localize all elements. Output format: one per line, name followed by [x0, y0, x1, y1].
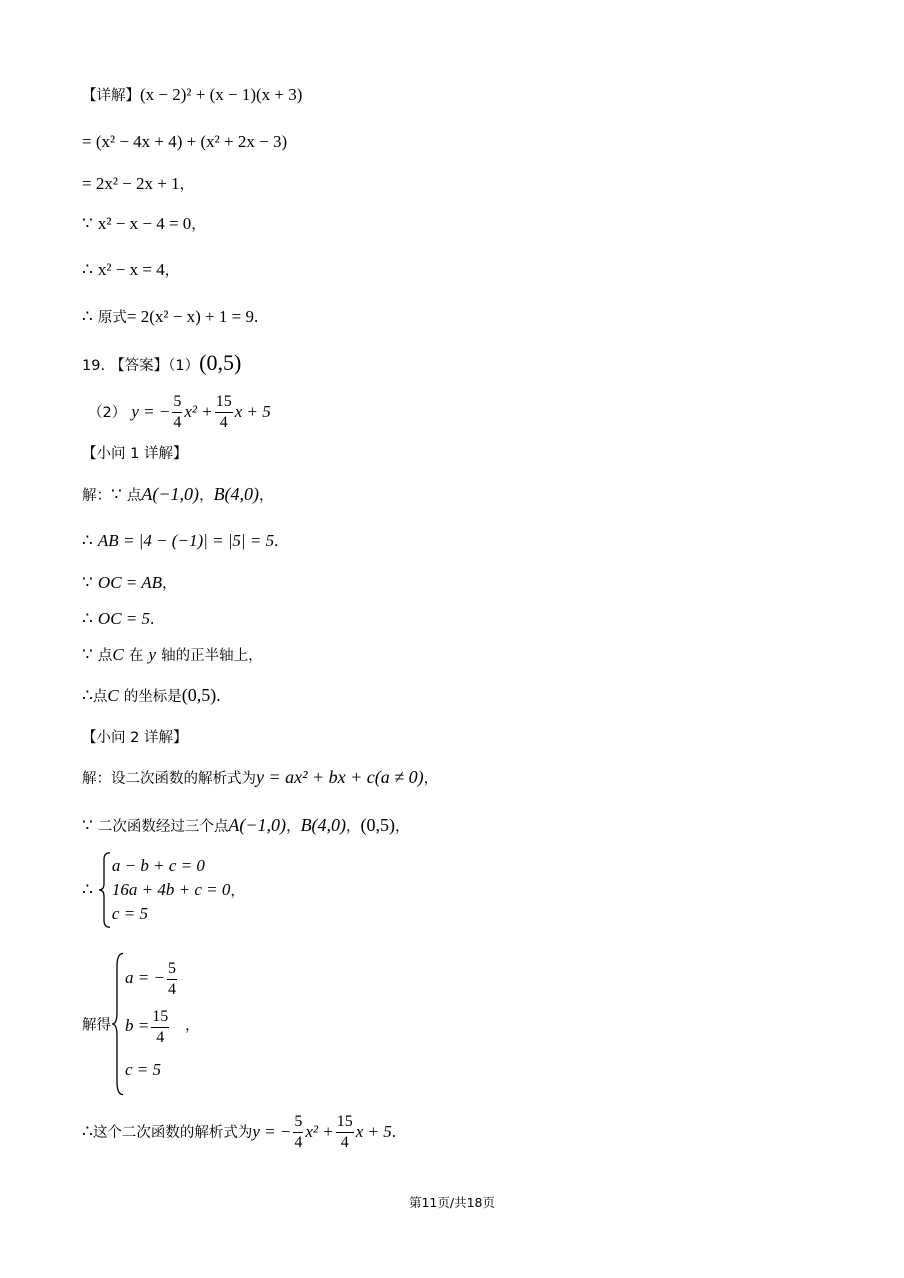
c-axis-line: ∵ 点C 在 y 轴的正半轴上，	[82, 645, 263, 664]
expand-line	[82, 131, 287, 153]
detail-label: 【详解】	[82, 88, 140, 104]
point-b: B(4,0)	[213, 484, 260, 504]
simplified-line: = 2x² − 2x + 1，	[82, 174, 195, 193]
sub2-heading: 【小问 2 详解】	[82, 730, 188, 746]
expr-simplified: = 2x² − 2x + 1	[82, 174, 180, 193]
fraction: $\frac{15}{4}$	[215, 393, 232, 431]
derived-equation: x² − x = 4	[97, 260, 165, 279]
system-2-line: 解得 a = − $\frac{5}{4}$ b = $\frac{15}{4}$ c = 5 ，	[82, 952, 199, 1096]
derived-line: ∴ x² − x = 4，	[82, 260, 180, 279]
left-brace	[111, 952, 125, 1096]
c-coord: (0,5)	[181, 685, 217, 705]
general-form: y = ax² + bx + c(a ≠ 0)	[256, 767, 424, 787]
system-1-line: ∴ a − b + c = 0 16a + 4b + c = 0 c = 5 ，	[82, 852, 245, 928]
given-line: ∵ x² − x − 4 = 0，	[82, 214, 206, 233]
expr-original: (x − 2)² + (x − 1)(x + 3)	[140, 85, 303, 104]
points-line: 解：∵ 点A(−1,0)，B(4,0)，	[82, 484, 274, 504]
point-a: A(−1,0)	[141, 484, 200, 504]
fraction: $\frac{5}{4}$	[173, 393, 182, 431]
c-coord-line: ∴点C 的坐标是(0,5).	[82, 685, 221, 705]
expr-expanded: = (x² − 4x + 4) + (x² + 2x − 3)	[82, 132, 288, 151]
q19-answer-line: 19. 【答案】（1）(0,5)	[82, 350, 242, 375]
left-brace	[98, 852, 112, 928]
solution-system: a = − $\frac{5}{4}$ b = $\frac{15}{4}$ c = 5	[111, 952, 179, 1096]
answer-label: 【答案】	[110, 358, 169, 374]
page-footer: 第11页/共18页	[408, 1195, 496, 1210]
detail-line	[82, 84, 302, 107]
given-equation: x² − x − 4 = 0	[97, 214, 192, 233]
ab-length: AB = |4 − (−1)| = |5| = 5	[97, 531, 275, 550]
equation-system: a − b + c = 0 16a + 4b + c = 0 c = 5	[98, 852, 230, 928]
final-line: ∴这个二次函数的解析式为y = − $\frac{5}{4}$ x² + $\frac{15}{4}$ x + 5.	[82, 1113, 396, 1151]
sub1-heading: 【小问 1 详解】	[82, 446, 188, 462]
answer-2-line: （2） y = − $\frac{5}{4}$ x² + $\frac{15}{4}$ x + 5	[88, 393, 271, 431]
oc-ab-line: ∵ OC = AB，	[82, 573, 177, 592]
yuanshi-label: 原式	[97, 310, 127, 326]
through-line: ∵ 二次函数经过三个点A(−1,0)，B(4,0)，(0,5)，	[82, 815, 410, 835]
setup-line: 解：设二次函数的解析式为y = ax² + bx + c(a ≠ 0)，	[82, 767, 439, 787]
oc-line: ∴ OC = 5.	[82, 609, 155, 628]
ab-line: ∴ AB = |4 − (−1)| = |5| = 5.	[82, 531, 279, 550]
result-line: ∴ 原式= 2(x² − x) + 1 = 9.	[82, 307, 259, 326]
answer-1: (0,5)	[199, 350, 242, 375]
question-number: 19.	[82, 358, 106, 374]
result-expr: = 2(x² − x) + 1 = 9	[126, 307, 254, 326]
